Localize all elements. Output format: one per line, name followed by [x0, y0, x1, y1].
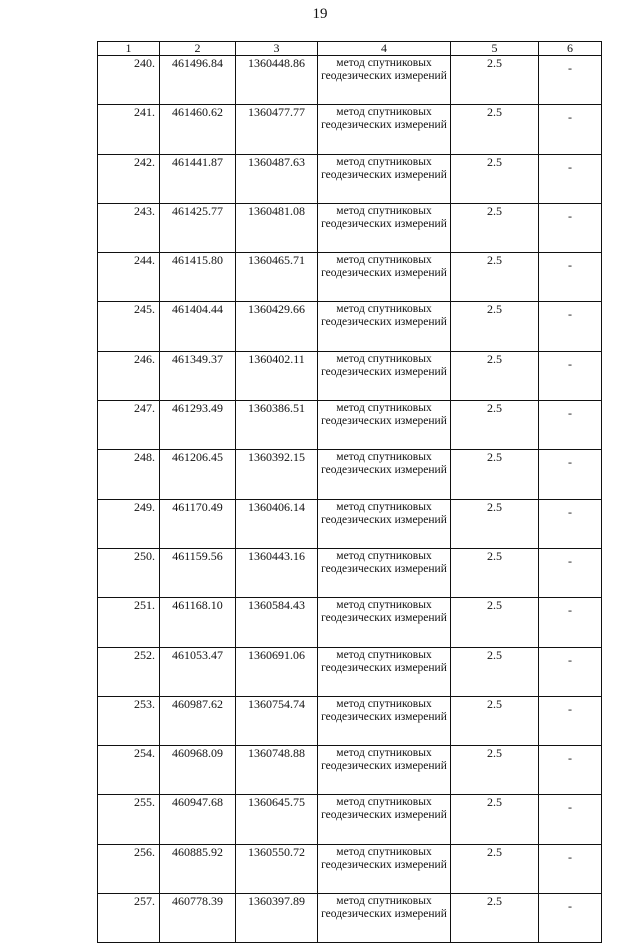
y-coordinate-cell: 1360691.06 [236, 647, 318, 696]
x-coordinate-cell: 461460.62 [160, 105, 236, 154]
y-coordinate-cell: 1360754.74 [236, 696, 318, 745]
x-coordinate-cell: 460947.68 [160, 795, 236, 844]
note-cell: - [539, 56, 602, 105]
table-header-row [98, 42, 602, 56]
table-row [98, 499, 602, 548]
method-cell: метод спутниковых геодезических измерений [318, 746, 451, 795]
x-coordinate-cell: 461159.56 [160, 548, 236, 597]
column-header: 4 [318, 42, 451, 56]
table-row [98, 154, 602, 203]
note-cell: - [539, 894, 602, 943]
column-header: 3 [236, 42, 318, 56]
y-coordinate-cell: 1360550.72 [236, 844, 318, 893]
point-number-cell: 256. [98, 844, 160, 893]
note-cell: - [539, 302, 602, 351]
x-coordinate-cell: 461349.37 [160, 351, 236, 400]
table-row [98, 647, 602, 696]
method-cell: метод спутниковых геодезических измерений [318, 105, 451, 154]
note-cell: - [539, 746, 602, 795]
x-coordinate-cell: 460778.39 [160, 894, 236, 943]
table-row [98, 844, 602, 893]
accuracy-cell: 2.5 [451, 302, 539, 351]
point-number-cell: 244. [98, 253, 160, 302]
column-header: 2 [160, 42, 236, 56]
note-cell: - [539, 647, 602, 696]
method-cell: метод спутниковых геодезических измерений [318, 401, 451, 450]
note-cell: - [539, 795, 602, 844]
x-coordinate-cell: 461441.87 [160, 154, 236, 203]
accuracy-cell: 2.5 [451, 253, 539, 302]
method-cell: метод спутниковых геодезических измерений [318, 647, 451, 696]
column-header: 5 [451, 42, 539, 56]
y-coordinate-cell: 1360448.86 [236, 56, 318, 105]
point-number-cell: 250. [98, 548, 160, 597]
x-coordinate-cell: 460968.09 [160, 746, 236, 795]
table-row [98, 253, 602, 302]
accuracy-cell: 2.5 [451, 598, 539, 647]
y-coordinate-cell: 1360397.89 [236, 894, 318, 943]
point-number-cell: 242. [98, 154, 160, 203]
accuracy-cell: 2.5 [451, 844, 539, 893]
note-cell: - [539, 351, 602, 400]
point-number-cell: 254. [98, 746, 160, 795]
column-header: 6 [539, 42, 602, 56]
method-cell: метод спутниковых геодезических измерений [318, 253, 451, 302]
y-coordinate-cell: 1360429.66 [236, 302, 318, 351]
method-cell: метод спутниковых геодезических измерений [318, 351, 451, 400]
table-row [98, 56, 602, 105]
y-coordinate-cell: 1360645.75 [236, 795, 318, 844]
point-number-cell: 241. [98, 105, 160, 154]
table-row [98, 894, 602, 943]
point-number-cell: 253. [98, 696, 160, 745]
accuracy-cell: 2.5 [451, 894, 539, 943]
table-row [98, 351, 602, 400]
method-cell: метод спутниковых геодезических измерений [318, 154, 451, 203]
accuracy-cell: 2.5 [451, 154, 539, 203]
accuracy-cell: 2.5 [451, 696, 539, 745]
accuracy-cell: 2.5 [451, 450, 539, 499]
method-cell: метод спутниковых геодезических измерений [318, 696, 451, 745]
accuracy-cell: 2.5 [451, 795, 539, 844]
column-header: 1 [98, 42, 160, 56]
method-cell: метод спутниковых геодезических измерений [318, 548, 451, 597]
x-coordinate-cell: 461053.47 [160, 647, 236, 696]
table-row [98, 598, 602, 647]
accuracy-cell: 2.5 [451, 56, 539, 105]
method-cell: метод спутниковых геодезических измерений [318, 56, 451, 105]
method-cell: метод спутниковых геодезических измерений [318, 203, 451, 252]
point-number-cell: 246. [98, 351, 160, 400]
point-number-cell: 245. [98, 302, 160, 351]
point-number-cell: 257. [98, 894, 160, 943]
accuracy-cell: 2.5 [451, 548, 539, 597]
x-coordinate-cell: 461293.49 [160, 401, 236, 450]
table-row [98, 696, 602, 745]
y-coordinate-cell: 1360443.16 [236, 548, 318, 597]
accuracy-cell: 2.5 [451, 647, 539, 696]
y-coordinate-cell: 1360481.08 [236, 203, 318, 252]
note-cell: - [539, 203, 602, 252]
y-coordinate-cell: 1360487.63 [236, 154, 318, 203]
x-coordinate-cell: 461415.80 [160, 253, 236, 302]
y-coordinate-cell: 1360386.51 [236, 401, 318, 450]
method-cell: метод спутниковых геодезических измерений [318, 499, 451, 548]
x-coordinate-cell: 461170.49 [160, 499, 236, 548]
table-row [98, 450, 602, 499]
note-cell: - [539, 598, 602, 647]
y-coordinate-cell: 1360748.88 [236, 746, 318, 795]
x-coordinate-cell: 461496.84 [160, 56, 236, 105]
table-row [98, 401, 602, 450]
method-cell: метод спутниковых геодезических измерений [318, 894, 451, 943]
point-number-cell: 251. [98, 598, 160, 647]
point-number-cell: 247. [98, 401, 160, 450]
page-number: 19 [312, 6, 328, 22]
accuracy-cell: 2.5 [451, 746, 539, 795]
note-cell: - [539, 696, 602, 745]
accuracy-cell: 2.5 [451, 105, 539, 154]
accuracy-cell: 2.5 [451, 351, 539, 400]
table-row [98, 548, 602, 597]
method-cell: метод спутниковых геодезических измерений [318, 302, 451, 351]
note-cell: - [539, 401, 602, 450]
point-number-cell: 252. [98, 647, 160, 696]
y-coordinate-cell: 1360584.43 [236, 598, 318, 647]
note-cell: - [539, 844, 602, 893]
table-row [98, 746, 602, 795]
x-coordinate-cell: 460885.92 [160, 844, 236, 893]
note-cell: - [539, 450, 602, 499]
accuracy-cell: 2.5 [451, 203, 539, 252]
table-row [98, 795, 602, 844]
accuracy-cell: 2.5 [451, 401, 539, 450]
x-coordinate-cell: 461425.77 [160, 203, 236, 252]
x-coordinate-cell: 461404.44 [160, 302, 236, 351]
accuracy-cell: 2.5 [451, 499, 539, 548]
point-number-cell: 243. [98, 203, 160, 252]
note-cell: - [539, 499, 602, 548]
x-coordinate-cell: 460987.62 [160, 696, 236, 745]
method-cell: метод спутниковых геодезических измерений [318, 450, 451, 499]
point-number-cell: 248. [98, 450, 160, 499]
note-cell: - [539, 253, 602, 302]
method-cell: метод спутниковых геодезических измерений [318, 844, 451, 893]
y-coordinate-cell: 1360392.15 [236, 450, 318, 499]
y-coordinate-cell: 1360406.14 [236, 499, 318, 548]
table-row [98, 302, 602, 351]
point-number-cell: 240. [98, 56, 160, 105]
note-cell: - [539, 154, 602, 203]
note-cell: - [539, 548, 602, 597]
method-cell: метод спутниковых геодезических измерений [318, 598, 451, 647]
point-number-cell: 249. [98, 499, 160, 548]
table-row [98, 203, 602, 252]
method-cell: метод спутниковых геодезических измерений [318, 795, 451, 844]
table-row [98, 105, 602, 154]
coordinates-table [97, 41, 602, 943]
y-coordinate-cell: 1360402.11 [236, 351, 318, 400]
note-cell: - [539, 105, 602, 154]
x-coordinate-cell: 461206.45 [160, 450, 236, 499]
x-coordinate-cell: 461168.10 [160, 598, 236, 647]
y-coordinate-cell: 1360465.71 [236, 253, 318, 302]
y-coordinate-cell: 1360477.77 [236, 105, 318, 154]
point-number-cell: 255. [98, 795, 160, 844]
